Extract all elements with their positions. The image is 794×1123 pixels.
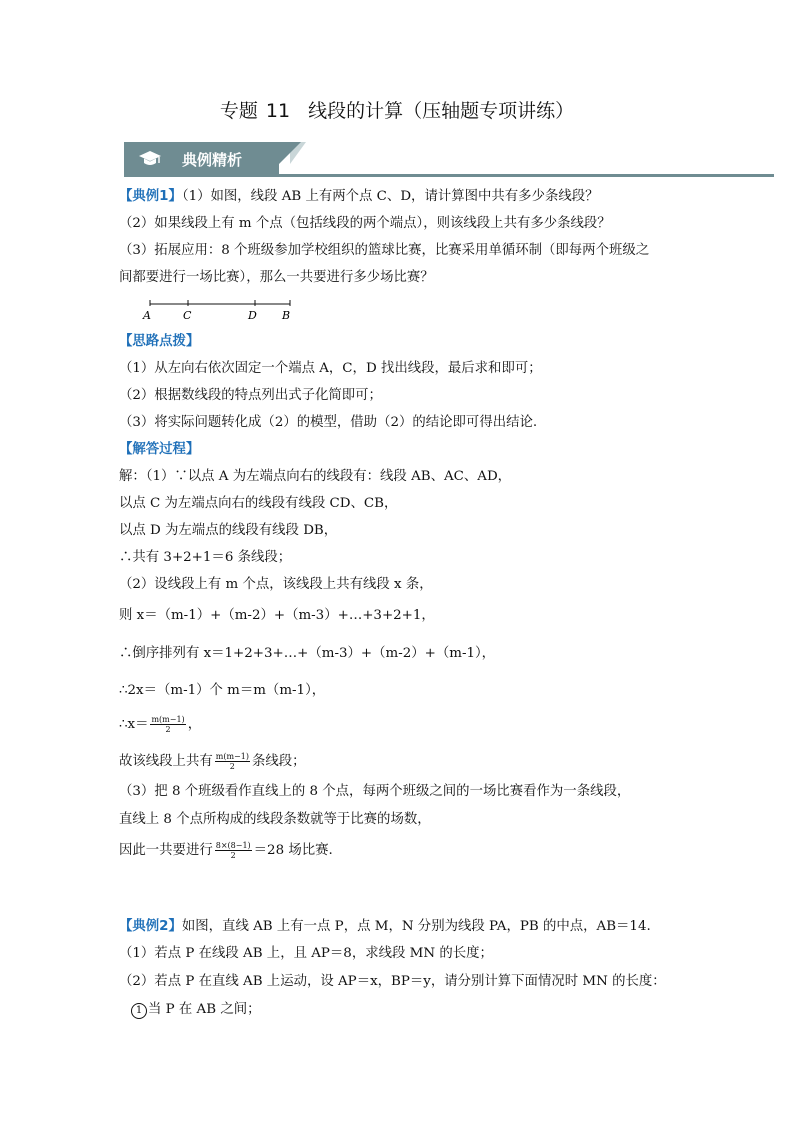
fraction-numerator: m(m−1): [215, 752, 249, 761]
example1-q3b: 间都要进行一场比赛），那么一共要进行多少场比赛？: [119, 270, 434, 285]
x-formula-prefix: ∴x＝: [119, 717, 149, 732]
hint-item: （2）根据数线段的特点列出式子化简即可；: [119, 388, 382, 403]
solution-line: ∴共有 3+2+1＝6 条线段；: [119, 550, 292, 565]
solution-line: 则 x＝（m-1）+（m-2）+（m-3）+…+3+2+1，: [119, 608, 435, 623]
graduation-cap-icon: [138, 149, 162, 169]
example2-q-text: 如图，直线 AB 上有一点 P，点 M，N 分别为线段 PA，PB 的中点，AB＝14.: [181, 919, 651, 934]
page-title: [0, 96, 794, 123]
solution-line: ∴2x＝（m-1）个 m＝m（m-1），: [119, 683, 326, 698]
label-c: C: [183, 309, 192, 322]
count-prefix: 故该线段上共有: [119, 754, 213, 769]
solution-line: （3）把 8 个班级看作直线上的 8 个点，每两个班级之间的一场比赛看作为一条线段，: [119, 784, 631, 799]
title-number: 11: [265, 100, 291, 122]
case1-text: 当 P 在 AB 之间；: [148, 1002, 261, 1017]
solution-line: 以点 D 为左端点的线段有线段 DB，: [119, 523, 338, 538]
solution-line-matches: [119, 841, 333, 860]
solution-label-text: 【解答过程】: [119, 442, 200, 457]
matches-suffix: ＝28 场比赛.: [253, 843, 333, 858]
matches-prefix: 因此一共要进行: [119, 843, 213, 858]
example1-q3a: （3）拓展应用：8 个班级参加学校组织的篮球比赛，比赛采用单循环制（即每两个班级之: [119, 243, 650, 258]
circled-number: 1: [131, 1003, 147, 1019]
example2-q2: （2）若点 P 在直线 AB 上运动，设 AP＝x，BP＝y，请分别计算下面情况时 MN 的长度：: [119, 974, 666, 989]
example1-q2: （2）如果线段上有 m 个点（包括线段的两个端点），则该线段上共有多少条线段？: [119, 216, 611, 231]
label-b: B: [282, 309, 291, 322]
count-suffix: 条线段；: [251, 754, 306, 769]
hints-label: [119, 333, 199, 351]
solution-line: 直线上 8 个点所构成的线段条数就等于比赛的场数，: [119, 812, 431, 827]
hint-item: （1）从左向右依次固定一个端点 A，C，D 找出线段，最后求和即可；: [119, 361, 542, 376]
example1-label: 【典例1】: [119, 189, 182, 204]
fraction-denominator: 2: [229, 762, 235, 771]
fraction: [215, 841, 252, 860]
solution-line-x-formula: [119, 715, 201, 734]
example1-q1: [119, 188, 599, 206]
banner-underline: [124, 174, 774, 177]
hint-item: （3）将实际问题转化成（2）的模型，借助（2）的结论即可得出结论.: [119, 415, 538, 430]
title-prefix: 专题: [219, 100, 258, 122]
example1-q1-text: （1）如图，线段 AB 上有两个点 C、D，请计算图中共有多少条线段？: [181, 189, 599, 204]
label-d: D: [248, 309, 257, 322]
solution-line: 解：（1）∵以点 A 为左端点向右的线段有：线段 AB、AC、AD，: [119, 469, 512, 484]
example2-label: 【典例2】: [119, 919, 182, 934]
solution-label: [119, 441, 199, 459]
fraction-denominator: 2: [230, 851, 236, 860]
fraction: [215, 752, 250, 771]
banner-label: 典例精析: [182, 151, 243, 169]
solution-line: （2）设线段上有 m 个点，该线段上共有线段 x 条，: [119, 577, 433, 592]
example2-q1: （1）若点 P 在线段 AB 上，且 AP＝8，求线段 MN 的长度；: [119, 946, 493, 961]
segment-figure: [140, 296, 300, 326]
solution-line-count: [119, 752, 306, 771]
title-text: 线段的计算（压轴题专项讲练）: [308, 100, 575, 122]
x-formula-suffix: ，: [187, 717, 202, 732]
fraction-numerator: 8×(8−1): [215, 841, 251, 850]
fraction: [150, 715, 185, 734]
hints-label-text: 【思路点拨】: [119, 334, 200, 349]
fraction-denominator: 2: [165, 725, 171, 734]
section-banner: [124, 142, 774, 176]
solution-line: ∴倒序排列有 x＝1+2+3+…+（m-3）+（m-2）+（m-1），: [119, 646, 496, 661]
fraction-numerator: m(m−1): [151, 715, 185, 724]
banner-arrow: [279, 142, 301, 164]
example2-case1: [131, 1001, 261, 1019]
label-a: A: [143, 309, 151, 322]
example2-question: [119, 918, 651, 936]
solution-line: 以点 C 为左端点向右的线段有线段 CD、CB，: [119, 496, 398, 511]
